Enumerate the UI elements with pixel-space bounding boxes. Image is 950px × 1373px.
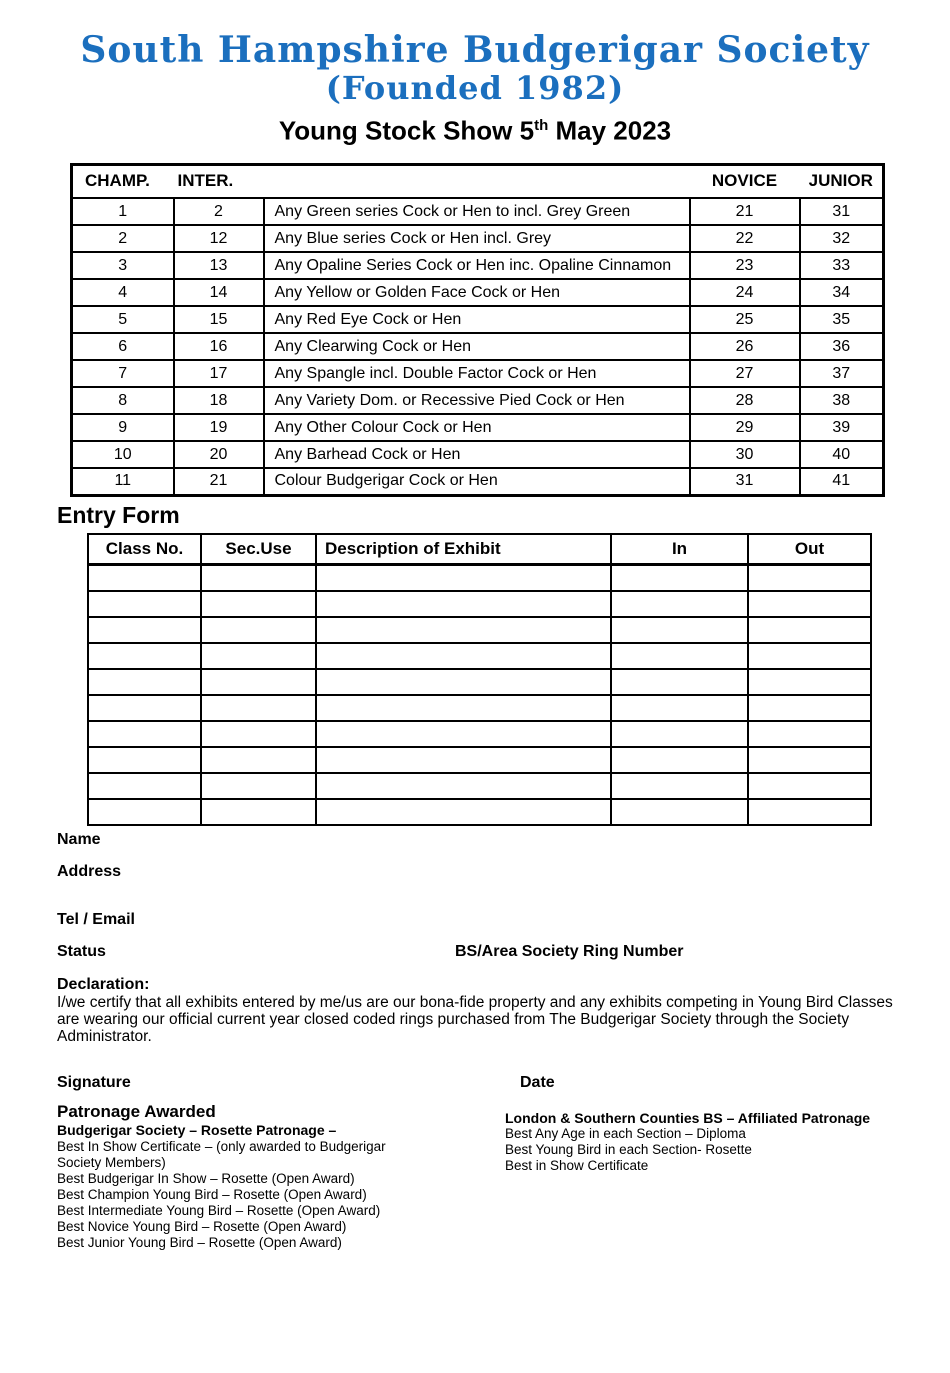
patronage-section (57, 1102, 950, 1251)
entry-row (88, 617, 871, 643)
entry-blank-cell[interactable] (748, 721, 871, 747)
entry-row (88, 773, 871, 799)
entry-blank-cell[interactable] (201, 747, 316, 773)
bs-patronage-list (57, 1139, 505, 1251)
junior-cell: 36 (800, 333, 884, 360)
novice-cell: 25 (690, 306, 800, 333)
entry-blank-cell[interactable] (201, 643, 316, 669)
lsc-affiliated-patronage-heading: London & Southern Counties BS – Affiliated Patronage (505, 1109, 871, 1126)
entry-blank-cell[interactable] (611, 591, 748, 617)
entry-blank-cell[interactable] (748, 799, 871, 825)
entry-blank-cell[interactable] (611, 799, 748, 825)
description-cell: Any Other Colour Cock or Hen (264, 414, 690, 441)
junior-cell: 40 (800, 441, 884, 468)
entry-blank-cell[interactable] (316, 695, 611, 721)
signature-field-label: Signature (57, 1073, 131, 1091)
inter-cell: 16 (174, 333, 264, 360)
bs-rosette-patronage-heading: Budgerigar Society – Rosette Patronage – (57, 1121, 337, 1138)
novice-cell: 23 (690, 252, 800, 279)
patronage-item: Best Novice Young Bird – Rosette (Open Award) (57, 1218, 347, 1234)
inter-cell: 21 (174, 468, 264, 495)
novice-cell: 31 (690, 468, 800, 495)
inter-cell: 19 (174, 414, 264, 441)
lsc-patronage-list (505, 1126, 925, 1174)
patronage-item: Best Budgerigar In Show – Rosette (Open Award) (57, 1170, 355, 1186)
entry-row (88, 695, 871, 721)
junior-cell: 34 (800, 279, 884, 306)
class-no-column-header: Class No. (88, 534, 201, 565)
patronage-item: Best in Show Certificate (505, 1157, 649, 1173)
entry-blank-cell[interactable] (611, 695, 748, 721)
class-row (72, 333, 884, 360)
address-field-label: Address (57, 862, 122, 880)
novice-cell: 29 (690, 414, 800, 441)
entry-blank-cell[interactable] (201, 565, 316, 591)
entry-blank-cell[interactable] (88, 643, 201, 669)
show-title-suffix: May 2023 (548, 115, 672, 146)
novice-cell: 26 (690, 333, 800, 360)
entry-blank-cell[interactable] (316, 643, 611, 669)
entry-blank-cell[interactable] (611, 669, 748, 695)
novice-cell: 28 (690, 387, 800, 414)
description-cell: Colour Budgerigar Cock or Hen (264, 468, 690, 495)
entry-blank-cell[interactable] (201, 799, 316, 825)
patronage-item: Best Intermediate Young Bird – Rosette (Open Award) (57, 1202, 381, 1218)
entry-blank-cell[interactable] (611, 617, 748, 643)
london-southern-counties-column (505, 1102, 925, 1251)
show-title-prefix: Young Stock Show 5 (278, 115, 535, 146)
in-column-header: In (611, 534, 748, 565)
junior-cell: 35 (800, 306, 884, 333)
inter-cell: 15 (174, 306, 264, 333)
entry-blank-cell[interactable] (316, 565, 611, 591)
entry-blank-cell[interactable] (88, 565, 201, 591)
entry-blank-cell[interactable] (88, 695, 201, 721)
sec-use-column-header: Sec.Use (201, 534, 316, 565)
entry-blank-cell[interactable] (316, 669, 611, 695)
entry-row (88, 747, 871, 773)
entry-blank-cell[interactable] (748, 565, 871, 591)
inter-cell: 12 (174, 225, 264, 252)
junior-cell: 38 (800, 387, 884, 414)
entry-blank-cell[interactable] (748, 643, 871, 669)
junior-cell: 31 (800, 198, 884, 225)
status-row (57, 942, 950, 961)
inter-cell: 17 (174, 360, 264, 387)
entry-blank-cell[interactable] (748, 591, 871, 617)
entry-blank-cell[interactable] (316, 773, 611, 799)
society-founded: (Founded 1982) (325, 69, 625, 107)
junior-cell: 33 (800, 252, 884, 279)
entry-blank-cell[interactable] (748, 695, 871, 721)
novice-cell: 22 (690, 225, 800, 252)
entry-blank-cell[interactable] (88, 669, 201, 695)
class-row (72, 279, 884, 306)
champ-cell: 10 (72, 441, 174, 468)
entry-row (88, 643, 871, 669)
declaration-text: I/we certify that all exhibits entered by me/us are our bona-fide property and any exhibits competing in Young Bird Classes are wearing our official current year closed coded rings purchased from The Budgerigar Society through the Society Administrator. (57, 993, 893, 1045)
entry-blank-cell[interactable] (88, 721, 201, 747)
description-cell: Any Blue series Cock or Hen incl. Grey (264, 225, 690, 252)
budgerigar-society-patronage-column (57, 1102, 505, 1251)
description-cell: Any Variety Dom. or Recessive Pied Cock or Hen (264, 387, 690, 414)
champ-cell: 9 (72, 414, 174, 441)
entry-row (88, 565, 871, 591)
entry-blank-cell[interactable] (88, 773, 201, 799)
tel-email-field-label: Tel / Email (57, 910, 135, 928)
entry-blank-cell[interactable] (316, 591, 611, 617)
patronage-item: Best Junior Young Bird – Rosette (Open Award) (57, 1234, 342, 1250)
junior-cell: 32 (800, 225, 884, 252)
class-row (72, 414, 884, 441)
champ-cell: 8 (72, 387, 174, 414)
novice-cell: 27 (690, 360, 800, 387)
patronage-item: Best In Show Certificate – (only awarded to Budgerigar Society Members) (57, 1138, 386, 1170)
junior-cell: 37 (800, 360, 884, 387)
class-row (72, 468, 884, 495)
champ-cell: 5 (72, 306, 174, 333)
entry-table-body (88, 565, 871, 825)
show-title-ordinal: th (534, 117, 549, 134)
patronage-item: Best Any Age in each Section – Diploma (505, 1125, 746, 1141)
patronage-item: Best Champion Young Bird – Rosette (Open Award) (57, 1186, 367, 1202)
entry-table-header-row (88, 534, 871, 565)
inter-column-header: INTER. (174, 164, 264, 198)
name-field-label: Name (57, 830, 101, 848)
entry-blank-cell[interactable] (611, 721, 748, 747)
entry-blank-cell[interactable] (88, 747, 201, 773)
entry-blank-cell[interactable] (611, 773, 748, 799)
champ-cell: 2 (72, 225, 174, 252)
description-of-exhibit-column-header: Description of Exhibit (316, 534, 611, 565)
junior-cell: 39 (800, 414, 884, 441)
inter-cell: 2 (174, 198, 264, 225)
entry-blank-cell[interactable] (88, 617, 201, 643)
out-column-header: Out (748, 534, 871, 565)
entry-blank-cell[interactable] (748, 773, 871, 799)
entry-blank-cell[interactable] (316, 747, 611, 773)
class-row (72, 306, 884, 333)
class-row (72, 198, 884, 225)
description-cell: Any Opaline Series Cock or Hen inc. Opaline Cinnamon (264, 252, 690, 279)
entry-blank-cell[interactable] (201, 617, 316, 643)
class-row (72, 441, 884, 468)
description-cell: Any Yellow or Golden Face Cock or Hen (264, 279, 690, 306)
champ-cell: 7 (72, 360, 174, 387)
entry-blank-cell[interactable] (201, 721, 316, 747)
entry-form-table (87, 533, 872, 826)
date-field-label: Date (520, 1073, 555, 1091)
ring-number-field-label: BS/Area Society Ring Number (455, 942, 684, 960)
champ-cell: 3 (72, 252, 174, 279)
novice-cell: 21 (690, 198, 800, 225)
junior-column-header: JUNIOR (800, 164, 884, 198)
entry-row (88, 799, 871, 825)
entry-blank-cell[interactable] (748, 669, 871, 695)
status-field-label: Status (57, 942, 106, 960)
inter-cell: 20 (174, 441, 264, 468)
class-table-header-row (72, 164, 884, 198)
description-cell: Any Clearwing Cock or Hen (264, 333, 690, 360)
entry-blank-cell[interactable] (748, 747, 871, 773)
inter-cell: 13 (174, 252, 264, 279)
patronage-awarded-heading: Patronage Awarded (57, 1101, 216, 1121)
entry-row (88, 669, 871, 695)
novice-cell: 24 (690, 279, 800, 306)
entry-row (88, 721, 871, 747)
entry-blank-cell[interactable] (611, 643, 748, 669)
junior-cell: 41 (800, 468, 884, 495)
description-cell: Any Spangle incl. Double Factor Cock or Hen (264, 360, 690, 387)
champ-column-header: CHAMP. (72, 164, 174, 198)
entry-blank-cell[interactable] (748, 617, 871, 643)
inter-cell: 14 (174, 279, 264, 306)
entry-blank-cell[interactable] (201, 695, 316, 721)
entry-blank-cell[interactable] (201, 591, 316, 617)
champ-cell: 1 (72, 198, 174, 225)
entry-blank-cell[interactable] (611, 747, 748, 773)
champ-cell: 11 (72, 468, 174, 495)
society-title: South Hampshire Budgerigar Society (80, 29, 870, 71)
champ-cell: 6 (72, 333, 174, 360)
entry-blank-cell[interactable] (611, 565, 748, 591)
entry-blank-cell[interactable] (316, 617, 611, 643)
entry-row (88, 591, 871, 617)
inter-cell: 18 (174, 387, 264, 414)
entry-blank-cell[interactable] (88, 591, 201, 617)
class-schedule-table (70, 163, 885, 497)
class-row (72, 387, 884, 414)
patronage-item: Best Young Bird in each Section- Rosette (505, 1141, 752, 1157)
entry-form-heading: Entry Form (57, 501, 180, 528)
description-cell: Any Red Eye Cock or Hen (264, 306, 690, 333)
declaration-heading: Declaration: (57, 975, 150, 993)
entry-blank-cell[interactable] (201, 773, 316, 799)
description-cell: Any Green series Cock or Hen to incl. Grey Green (264, 198, 690, 225)
description-column-header (264, 164, 690, 198)
entry-blank-cell[interactable] (316, 799, 611, 825)
class-table-body (72, 198, 884, 495)
entry-blank-cell[interactable] (201, 669, 316, 695)
signature-row (57, 1073, 950, 1092)
show-title (0, 110, 950, 147)
novice-cell: 30 (690, 441, 800, 468)
entry-blank-cell[interactable] (88, 799, 201, 825)
class-row (72, 252, 884, 279)
champ-cell: 4 (72, 279, 174, 306)
class-row (72, 225, 884, 252)
description-cell: Any Barhead Cock or Hen (264, 441, 690, 468)
entry-blank-cell[interactable] (316, 721, 611, 747)
novice-column-header: NOVICE (690, 164, 800, 198)
class-row (72, 360, 884, 387)
